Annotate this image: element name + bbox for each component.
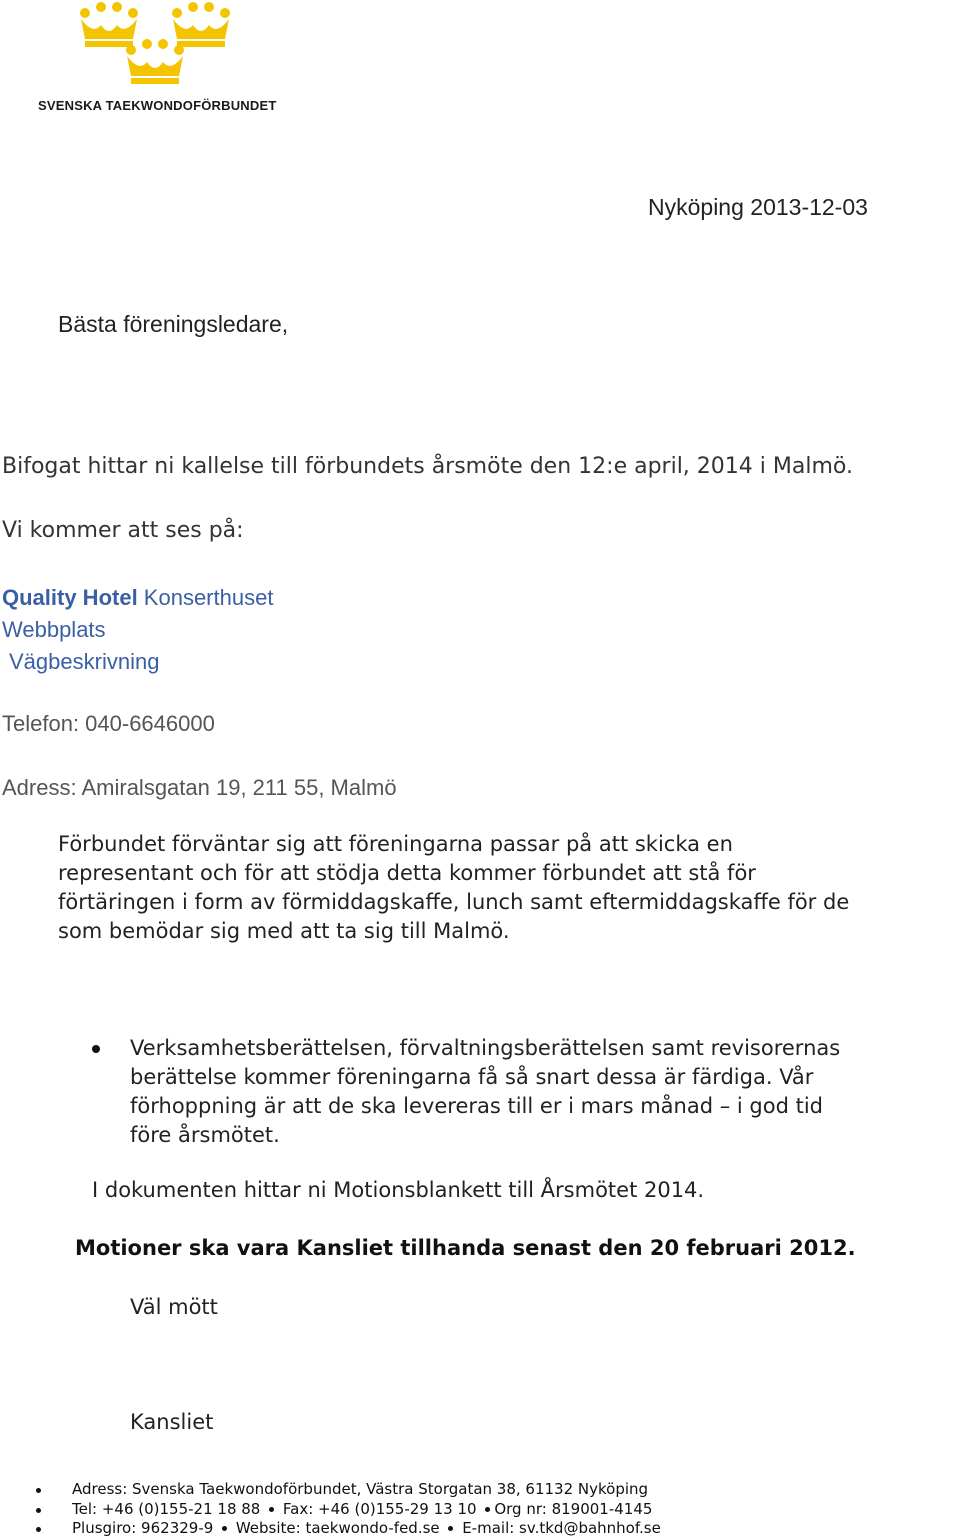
footer-org: Org nr: 819001-4145 [494,1499,653,1518]
paragraph-line: Förbundet förväntar sig att föreningarna passar på att skicka en [58,832,733,856]
crown-icon [126,39,184,84]
expectation-paragraph [58,830,849,946]
paragraph-line: som bemödar sig med att ta sig till Malmö. [58,919,510,943]
greeting: Bästa föreningsledare, [58,311,289,337]
footer-contact-row [36,1500,661,1520]
separator-dot-icon [222,1526,227,1531]
separator-dot-icon [448,1526,453,1531]
bullet-line: berättelse kommer föreningarna få så snart dessa är färdiga. Vår [130,1065,814,1089]
footer-tel: Tel: +46 (0)155-21 18 88 [72,1499,261,1518]
separator-dot-icon [485,1507,490,1512]
crown-icon [172,2,230,47]
footer-website[interactable]: Website: taekwondo-fed.se [235,1519,440,1537]
footer-email[interactable]: E-mail: sv.tkd@bahnhof.se [462,1519,661,1537]
directions-link[interactable]: Vägbeskrivning [9,649,160,674]
crown-icon [80,2,138,47]
signature: Kansliet [130,1410,214,1434]
deadline-notice: Motioner ska vara Kansliet tillhanda senast den 20 februari 2012. [75,1236,856,1260]
bullet-line: Verksamhetsberättelsen, förvaltningsberättelsen samt revisorernas [130,1036,841,1060]
letter-date: Nyköping 2013-12-03 [648,194,868,220]
footer-address: Adress: Svenska Taekwondoförbundet, Västra Storgatan 38, 61132 Nyköping [36,1480,661,1500]
see-you-line: Vi kommer att ses på: [2,518,244,543]
bullet-line: förhoppning är att de ska levereras till er i mars månad – i god tid [130,1094,823,1118]
bullet-item-reports [130,1034,840,1150]
hotel-address: Adress: Amiralsgatan 19, 211 55, Malmö [2,775,397,800]
separator-dot-icon [269,1507,274,1512]
hotel-name-rest: Konserthuset [137,585,274,610]
org-name: SVENSKA TAEKWONDOFÖRBUNDET [38,98,277,113]
hotel-name[interactable] [2,585,273,611]
website-link[interactable]: Webbplats [2,617,106,642]
hotel-name-bold: Quality Hotel [2,585,138,610]
footer-plusgiro: Plusgiro: 962329-9 [72,1519,214,1537]
footer [36,1480,661,1539]
bullet-line: före årsmötet. [130,1123,280,1147]
intro-line: Bifogat hittar ni kallelse till förbundets årsmöte den 12:e april, 2014 i Malmö. [2,454,853,479]
hotel-phone: Telefon: 040-6646000 [2,711,215,736]
paragraph-line: förtäringen i form av förmiddagskaffe, lunch samt eftermiddagskaffe för de [58,890,850,914]
footer-web-row [36,1519,661,1539]
documents-line: I dokumenten hittar ni Motionsblankett till Årsmötet 2014. [92,1178,705,1202]
regards: Väl mött [130,1295,218,1319]
bullet-icon [92,1045,100,1053]
footer-fax: Fax: +46 (0)155-29 13 10 [282,1499,477,1518]
paragraph-line: representant och för att stödja detta kommer förbundet att stå för [58,861,756,885]
